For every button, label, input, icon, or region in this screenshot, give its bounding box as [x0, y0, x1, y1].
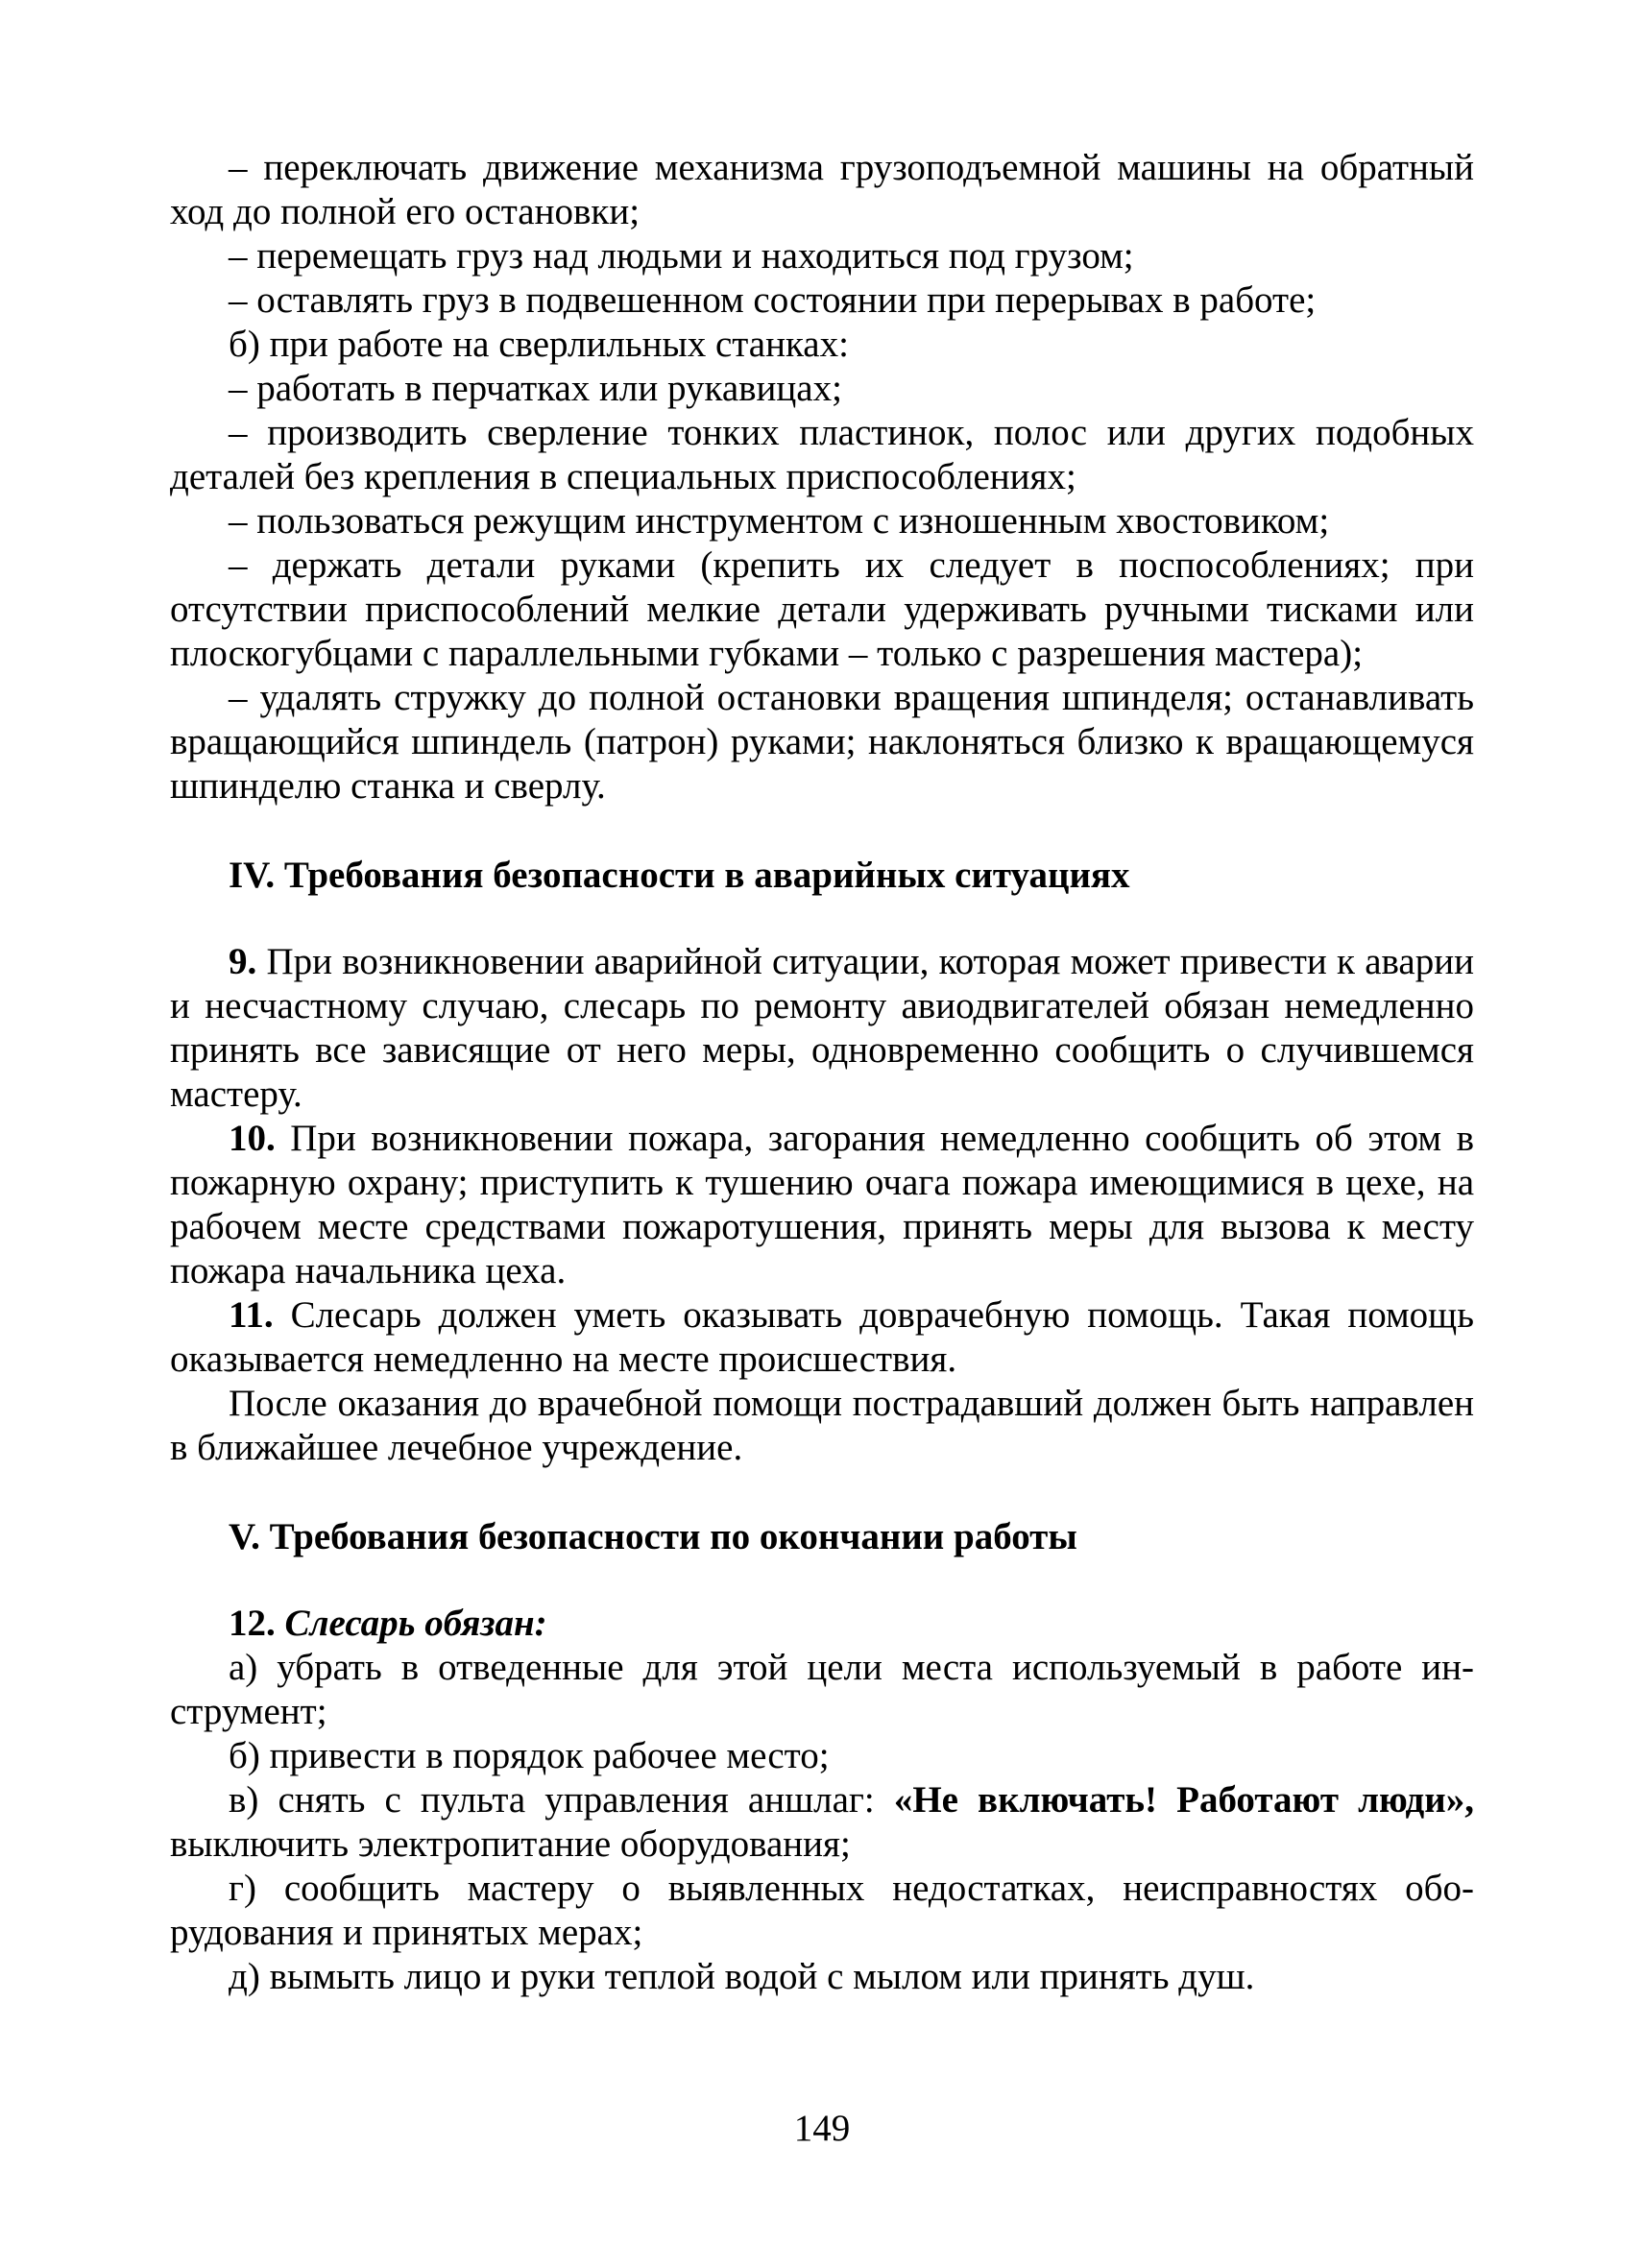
- list-item: – работать в перчатках или рукавицах;: [229, 368, 842, 409]
- paragraph-number: 10.: [229, 1118, 276, 1159]
- list-item: – перемещать груз над людьми и находиться под грузом;: [229, 235, 1134, 277]
- paragraph-10: [170, 1117, 1474, 1293]
- list-item: [170, 1778, 1474, 1867]
- list-item-text: выключить электропитание оборудования;: [170, 1823, 851, 1865]
- paragraph-11: [170, 1293, 1474, 1382]
- list-item: – удалять стружку до полной остановки вращения шпинделя; останавливать вращающийся шпиндель (патрон) руками; наклоняться близко к вращающемуся шпинделю станка и сверлу.: [170, 677, 1474, 807]
- paragraph-number: 9.: [229, 941, 257, 982]
- list-item: а) убрать в отведенные для этой цели места используемый в работе инструмент;: [170, 1647, 1474, 1732]
- list-item-text: в) снять с пульта управления аншлаг:: [229, 1779, 894, 1821]
- paragraph-9: [170, 940, 1474, 1117]
- list-item: б) привести в порядок рабочее место;: [229, 1735, 830, 1776]
- list-item: – переключать движение механизма грузоподъемной машины на обратный ход до полной его остановки;: [170, 147, 1474, 232]
- page-body: [170, 146, 1474, 1999]
- list-item: г) сообщить мастеру о выявленных недостатках, неисправностях оборудования и принятых мерах;: [170, 1868, 1474, 1953]
- list-item: – держать детали руками (крепить их следует в поспособлениях; при отсутствии приспособлений мелкие детали удерживать ручными тисками или плоскогубцами с параллельными губками – только с разрешения мастера);: [170, 544, 1474, 674]
- paragraph-text: При возникновении пожара, загорания немедленно сообщить об этом в пожарную охрану; приступить к тушению очага пожара имеющимися в цехе, на рабочем месте средствами пожаротушения, принять меры для вызова к месту пожара начальника цеха.: [170, 1118, 1474, 1291]
- list-item: – производить сверление тонких пластинок, полос или других подобных деталей без крепления в специальных приспособлениях;: [170, 412, 1474, 497]
- paragraph-number: 12.: [229, 1603, 276, 1644]
- paragraph-11-continued: После оказания до врачебной помощи пострадавший должен быть направлен в ближайшее лечебное учреждение.: [170, 1383, 1474, 1468]
- paragraph-text: При возникновении аварийной ситуации, которая может привести к аварии и несчастному случаю, слесарь по ремонту авиодвигателей обязан немедленно принять все зависящие от него меры, одновременно сообщить о случившемся мастеру.: [170, 941, 1474, 1115]
- paragraph-number: 11.: [229, 1294, 274, 1336]
- page-number: 149: [793, 2108, 851, 2149]
- list-item: – оставлять груз в подвешенном состоянии при перерывах в работе;: [229, 279, 1317, 321]
- paragraph-label: Слесарь обязан:: [275, 1603, 547, 1644]
- paragraph-text: Слесарь должен уметь оказывать доврачебную помощь. Такая помощь оказывается немедленно на месте происшествия.: [170, 1294, 1474, 1380]
- list-item: – пользоваться режущим инструментом с изношенным хвостовиком;: [229, 500, 1330, 542]
- paragraph-12: [170, 1602, 1474, 1646]
- section-heading: V. Требования безопасности по окончании работы: [229, 1516, 1077, 1557]
- list-intro: б) при работе на сверлильных станках:: [229, 324, 849, 365]
- sign-text: «Не включать! Работают люди»,: [893, 1779, 1474, 1821]
- list-item: д) вымыть лицо и руки теплой водой с мылом или принять душ.: [229, 1956, 1255, 1997]
- section-heading: IV. Требования безопасности в аварийных ситуациях: [229, 855, 1130, 896]
